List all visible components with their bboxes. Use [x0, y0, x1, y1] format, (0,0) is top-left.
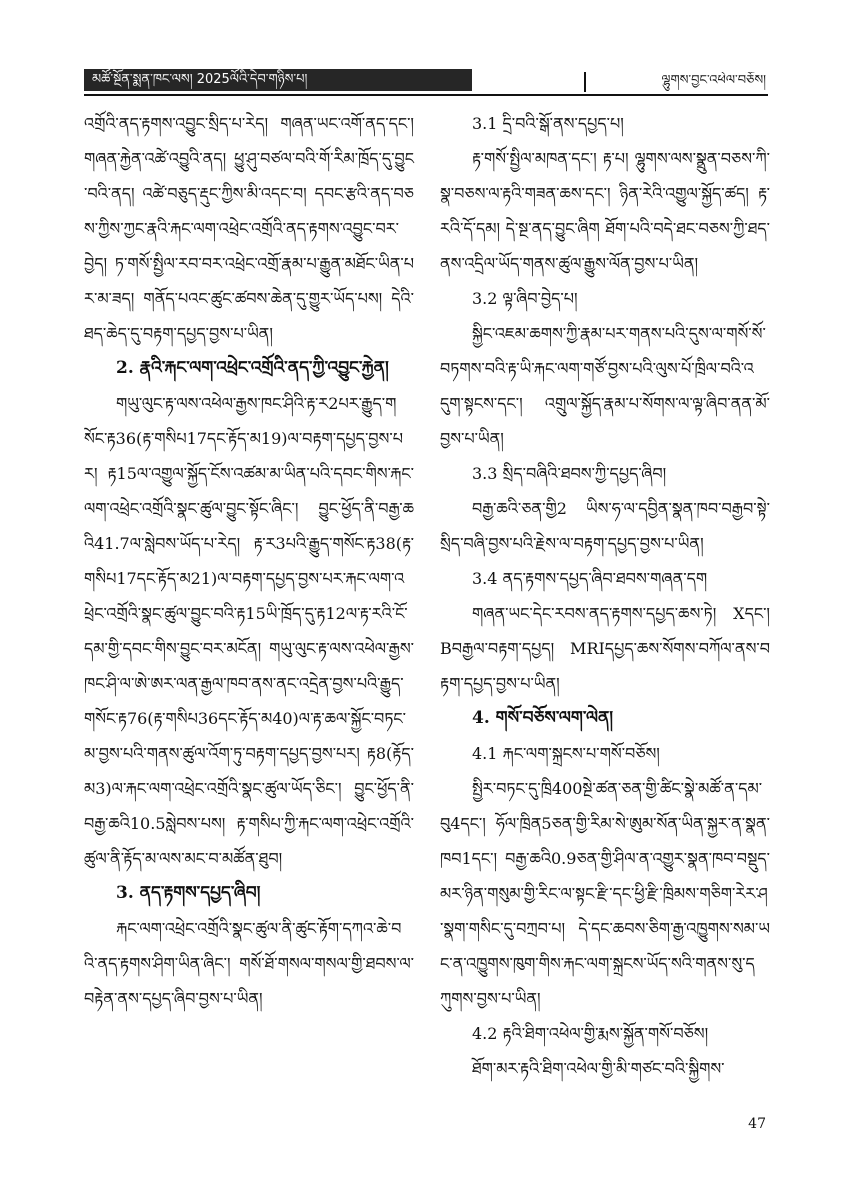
- body-paragraph: སྤྱིར་བཏང་དུ་ཁྲི400སྔེ་ཚན་ཅན་གྱི་ཚིང་སྣེ་མཚོ་ན་དམ་བུ4དང་། ཧོལ་ཁྲིན5ཅན་གྱི་རིམ་སེ་ཨུམ་སོན་ཡིན་སྐྱར་ན་སྣན་ཁབ1དང་། བརྒྱ་ཆའི0.9ཅན་གྱི་ཤིལ་ན་འགྱུར་སྣན་ཁབ་བསྡུད་མར་ཉིན་གསུམ་གྱི་རིང་ལ་སྟང་རྫི་དང་ཕྱི་རྫི་ཁྲིམས་གཅིག་རེར་ཤ་སྣག་གསིང་དུ་བཀྲབ་པ། དེ་དང་ཆབས་ཅིག་རྒྱ་འཁྱུགས་སམ་ཡང་ན་འཁྱུགས་ཁུག་གིས་རྐང་ལག་སྐྲངས་ཡོད་སའི་གནས་སུ་དཀུགས་བྱས་པ་ཡིན།: [440, 779, 770, 1008]
- body-paragraph: 3.4 ནད་རྟགས་དཔྱད་ཞིབ་ཐབས་གཞན་དག: [472, 569, 708, 588]
- body-paragraph: 4.1 རྐང་ལག་སྐྲངས་པ་གསོ་བཅོས།: [472, 744, 660, 763]
- right-column: [440, 106, 770, 1086]
- body-paragraph: རྐང་ལག་འཕྲེང་འགྲོའི་སྣང་ཚུལ་ནི་ཚུང་རྟོག་དཀའ་ཆེ་བའི་ནད་རྟགས་ཤིག་ཡིན་ཞིང་། གསོ་ཐོ་གསལ་གསལ་གྱི་ཐབས་ལ་བརྟེན་ནས་དཔྱད་ཞིབ་བྱས་པ་ཡིན།: [84, 919, 414, 1008]
- body-paragraph: རྟ་གསོ་སྤྱིལ་མཁན་དང་། རྟ་པ། ལྷུགས་ལས་སྣྲུན་བཅས་ཀི་སྣ་བཅས་ལ་རྟའི་གཟན་ཆས་དང་། ཉིན་རེའི་འགྱུལ་སྐྱོད་ཚད། རྟ་རའི་དོ་དམ། དེ་སྔ་ནད་བྱུང་ཞིག ཐོག་པའི་བདེ་ཐང་བཅས་ཀྱི་ཐད་ནས་འདྲིལ་ཡོད་གནས་ཚུལ་རྒྱུས་ལོན་བྱས་པ་ཡིན།: [440, 149, 770, 273]
- body-paragraph: བརྒྱ་ཆའི་ཅན་གྱི2 ཡིས་ཧ་ལ་དབྱིན་སྣན་ཁབ་བརྒྱབ་སྟེ་སྲིད་བཞི་བྱས་པའི་རྗེས་ལ་བརྟག་དཔྱད་བྱས་པ་ཡིན།: [440, 499, 770, 553]
- section-header: ལྷུགས་བྱང་འཕེལ་བཅོས།: [584, 72, 768, 92]
- header-divider: [84, 94, 768, 96]
- journal-header: མཚོ་སྔོན་སྨན་ཁང་ལས། 2025ལོའི་དེབ་གཉིས་པ།: [84, 69, 472, 91]
- body-paragraph: 3.2 ལྟ་ཞིབ་བྱེད་པ།: [472, 289, 578, 308]
- body-paragraph: ཐོག་མར་རྟའི་ཐིག་འཕེལ་གྱི་མི་གཙང་བའི་སྐྱིགས་: [472, 1059, 725, 1078]
- section-heading: 4. གསོ་བཅོས་ལག་ལེན།: [472, 708, 614, 728]
- section-heading: 3. ནད་རྟགས་དཔྱད་ཞིབ།: [116, 883, 261, 903]
- page-number: 47: [748, 1116, 766, 1132]
- left-column: [84, 106, 414, 1016]
- body-paragraph: གཡུ་ལུང་རྟ་ལས་འཕེལ་རྒྱས་ཁང་ཤིའི་རྟ་ར2པར་རྒྱུད་གསོང་རྟ36(རྟ་གསིཔ17དང་རྟོད་མ19)ལ་བརྟག་དཔྱད་བྱས་པར། རྟ15ལ་འགྱུལ་སྐྱོད་ངོས་འཚམ་མ་ཡིན་པའི་དབང་གིས་རྐང་ལག་འཕྲེང་འགྲོའི་སྣང་ཚུལ་བྱུང་སྟོང་ཞིང་། བྱུང་ཕྱོད་ནི་བརྒྱ་ཆའི41.7ལ་སླེབས་ཡོད་པ་རེད། རྟ་ར3པའི་རྒྱུད་གསོང་རྟ38(རྟ་གསིཔ17དང་རྟོད་མ21)ལ་བརྟག་དཔྱད་བྱས་པར་རྐང་ལག་འཕྲེང་འགྲོའི་སྣང་ཚུལ་བྱུང་བའི་རྟ15ཡི་ཁྲོད་དུ་རྟ12ལ་རྟ་རའི་ངོ་དམ་གྱི་དབང་གིས་བྱུང་བར་མངོན། གཡུ་ལུང་རྟ་ལས་འཕེལ་རྒྱས་ཁང་ཤི་ལ་ཨེ་ཨར་ལན་རྒྱལ་ཁབ་ནས་ནང་འདྲེན་བྱས་པའི་རྒྱུད་གསོང་རྟ76(རྟ་གསིཔ36དང་རྟོད་མ40)ལ་རྟ་ཆལ་སྐྱོང་བཏང་མ་བྱས་པའི་གནས་ཚུལ་འོག་ཏུ་བརྟག་དཔྱད་བྱས་པར། རྟ8(རྟོད་མ3)ལ་རྐང་ལག་འཕྲེང་འགྲོའི་སྣང་ཚུལ་ཡོད་ཅིང་། བྱུང་ཕྱོད་ནི་བརྒྱ་ཆའི10.5སླེབས་པས། རྟ་གསིཔ་ཀྱི་རྐང་ལག་འཕྲེང་འགྲོའི་ཚུལ་ནི་རྟོད་མ་ལས་མང་བ་མཚོན་ཐུབ།: [84, 394, 414, 868]
- body-paragraph: སྐྱིང་འཇམ་ཆགས་ཀྱི་རྣམ་པར་གནས་པའི་དུས་ལ་གསོ་སོ་བཏགས་བའི་རྟ་ཡི་རྐང་ལག་གཙོ་བྱས་པའི་ལུས་པོ་ཁྲིལ་བའི་འདུག་སྟངས་དང་། འགྲུལ་སྐྱོད་རྣམ་པ་སོགས་ལ་ལྟ་ཞིབ་ནན་མོ་བྱས་པ་ཡིན།: [440, 324, 770, 448]
- body-paragraph: གཞན་ཡང་དེང་རབས་ནད་རྟགས་དཔྱད་ཆས་ཏེ། Xདང་། Bབརྒྱལ་བརྟག་དཔྱད། MRIདཔྱད་ཆས་སོགས་བཀོལ་ནས་བརྟག་དཔྱད་བྱས་པ་ཡིན།: [440, 604, 770, 693]
- body-paragraph: 4.2 རྟའི་ཐིག་འཕེལ་གྱི་རྨས་སྐྱོན་གསོ་བཅོས།: [472, 1024, 709, 1043]
- body-paragraph: འགྲོའི་ནད་རྟགས་འབྱུང་སྲིད་པ་རེད། གཞན་ཡང་འགོ་ནད་དང་། གཞན་རྐྱེན་འཚེ་འབྱུའི་ནད། ཕྱུ་ཤུ་བཙལ་བའི་གོ་རིམ་ཁྲོད་དུ་བྱུང་བའི་ནད། འཚེ་བཅུད་རྡུང་ཀྱིས་མི་འདང་བ། དབང་རྩའི་ནད་བཅས་ཀྱིས་ཀྱང་རྣའི་རྐང་ལག་འཕྲེང་འགྲོའི་ནད་རྟགས་འབྱུང་བར་བྱེད། ཏ་གསོ་སྤྱིལ་རབ་བར་འཕྲེང་འགྲོ་རྣམ་པ་རྒྱུན་མཐོང་ཡིན་པར་མ་ཟད། གནོད་པའང་ཚུང་ཚབས་ཆེན་དུ་གྱུར་ཡོད་པས། དེའི་ཐད་ཆེད་དུ་བརྟག་དཔྱད་བྱས་པ་ཡིན།: [84, 114, 414, 343]
- section-heading: 2. རྣའི་རྐང་ལག་འཕྲེང་འགྲོའི་ནད་ཀྱི་འབྱུང་རྐྱེན།: [116, 358, 389, 378]
- body-paragraph: 3.1 དྲི་བའི་སྒོ་ནས་དཔྱད་པ།: [472, 114, 624, 133]
- body-paragraph: 3.3 སྲིད་བཞིའི་ཐབས་ཀྱི་དཔྱད་ཞིབ།: [472, 464, 667, 483]
